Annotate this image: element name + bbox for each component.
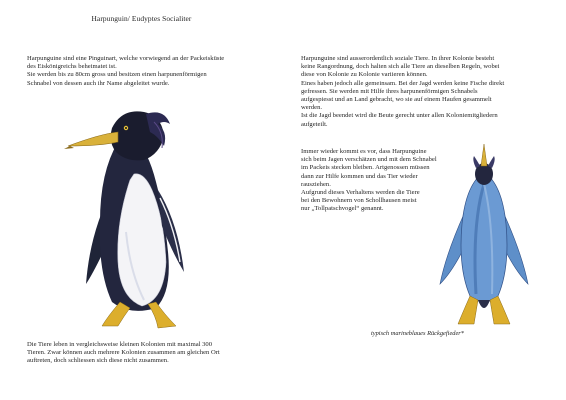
text-line: sich beim Jagen verschätzen und mit dem Schnabel [301,156,437,164]
text-line: Tieren. Zwar können auch mehrere Kolonien zusammen am gleichen Ort [27,349,220,357]
text-line: Aufgrund dieses Verhaltens werden die Tiere [301,189,420,197]
text-line: Harpunguine sind eine Pinguinart, welche vorwiegend an der Packeisküste [27,55,225,62]
text-line: Schnabel von dessen auch ihr Name abgeleitet wurde. [27,79,170,87]
text-line: aufgeteilt. [301,120,328,128]
text-line: rausziehen. [301,180,331,188]
penguin-side-illustration [60,102,200,332]
text-line: auftreten, doch schliessen sich diese nicht zusammen. [27,357,169,365]
text-line: Ist die Jagd beendet wird die Beute gerecht unter allen Koloniemitgliedern [301,112,498,120]
penguin-back-illustration [438,144,530,330]
text-line: aufgespiesst und an Land gebracht, wo sie auf einem Haufen gesammelt [301,96,492,104]
page-title: Harpunguin/ Eudyptes Socialiter [91,14,192,23]
text-line: Sie werden bis zu 80cm gross und besitzen einen harpunenförmigen [27,71,207,79]
illustration-caption: typisch marineblaues Rückgefieder* [371,330,464,337]
text-line: Immer wieder kommt es vor, dass Harpunguine [301,148,427,155]
text-line: Harpunguine sind ausserordentlich soziale Tiere. In ihrer Kolonie besteht [301,55,495,62]
text-line: nur „Tollpatschvogel“ genannt. [301,205,384,213]
hunt-paragraph [301,148,437,214]
text-line: gefressen. Sie werden mit Hilfe ihres harpunenförmigen Schnabels [301,87,478,95]
text-line: werden. [301,104,323,112]
text-line: bei den Bewohnern von Schollhausen meist [301,197,417,205]
text-line: des Eiskönigreichs beheimatet ist. [27,63,117,71]
text-line: Die Tiere leben in vergleichsweise kleinen Kolonien mit maximal 300 [27,341,213,348]
text-line: diese von Kolonie zu Kolonie variieren können. [301,71,428,79]
intro-paragraph [27,55,224,88]
right-page [283,0,566,400]
text-line: dann zur Hilfe kommen und das Tier wieder [301,172,418,180]
text-line: keine Rangordnung, doch halten sich alle Tiere an dieselben Regeln, wobei [301,63,500,71]
colony-paragraph [27,341,220,366]
text-line: Eines haben jedoch alle gemeinsam. Bei der Jagd werden keine Fische direkt [301,79,505,87]
social-paragraph [301,55,504,129]
text-line: im Packeis stecken bleiben. Artgenossen müssen [301,164,430,172]
